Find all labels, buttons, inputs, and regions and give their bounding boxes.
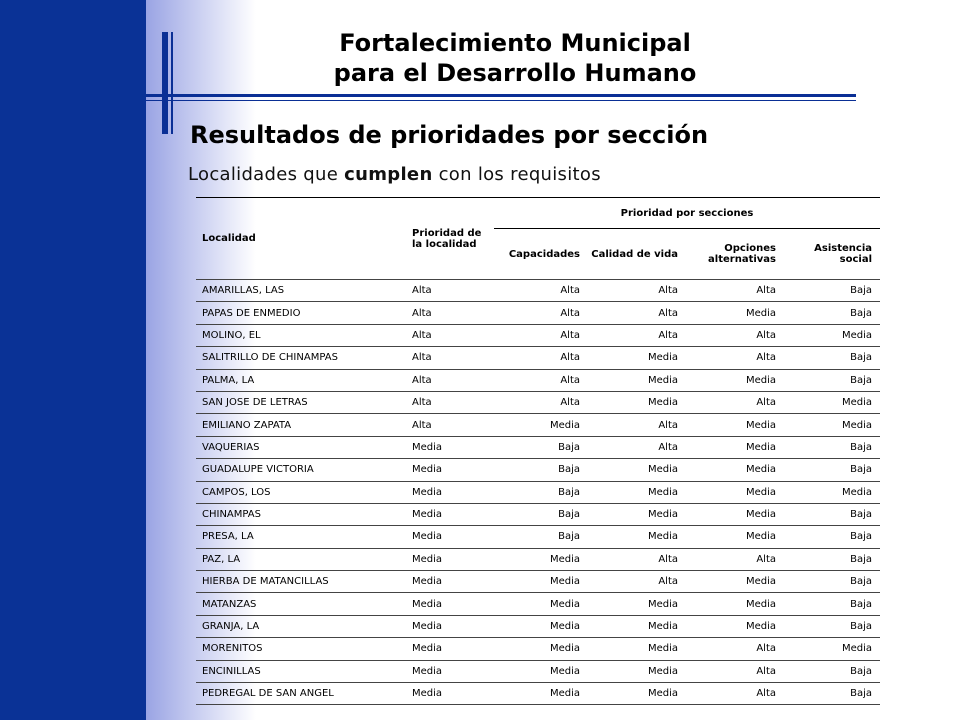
- cell-opciones-alternativas: Media: [686, 459, 784, 481]
- decor-horizontal-line-thin: [146, 100, 856, 101]
- cell-calidad-de-vida: Media: [588, 347, 686, 369]
- cell-localidad: PAZ, LA: [196, 548, 410, 570]
- cell-prioridad: Media: [410, 638, 494, 660]
- cell-localidad: MATANZAS: [196, 593, 410, 615]
- cell-calidad-de-vida: Media: [588, 615, 686, 637]
- cell-capacidades: Media: [494, 571, 588, 593]
- cell-localidad: GUADALUPE VICTORIA: [196, 459, 410, 481]
- cell-localidad: SAN JOSE DE LETRAS: [196, 391, 410, 413]
- cell-calidad-de-vida: Media: [588, 638, 686, 660]
- table-caption: [188, 164, 601, 185]
- cell-prioridad: Alta: [410, 391, 494, 413]
- cell-capacidades: Baja: [494, 459, 588, 481]
- cell-asistencia-social: Baja: [784, 660, 880, 682]
- cell-prioridad: Media: [410, 526, 494, 548]
- cell-localidad: MORENITOS: [196, 638, 410, 660]
- cell-capacidades: Media: [494, 548, 588, 570]
- cell-opciones-alternativas: Media: [686, 503, 784, 525]
- priorities-table: [196, 197, 880, 705]
- cell-calidad-de-vida: Media: [588, 503, 686, 525]
- cell-asistencia-social: Baja: [784, 459, 880, 481]
- cell-opciones-alternativas: Media: [686, 615, 784, 637]
- cell-prioridad: Alta: [410, 280, 494, 302]
- cell-prioridad: Media: [410, 571, 494, 593]
- cell-opciones-alternativas: Media: [686, 414, 784, 436]
- cell-capacidades: Media: [494, 615, 588, 637]
- section-subtitle: Resultados de prioridades por sección: [190, 121, 709, 149]
- cell-capacidades: Alta: [494, 324, 588, 346]
- table-row: [196, 615, 880, 637]
- cell-calidad-de-vida: Alta: [588, 436, 686, 458]
- table-row: [196, 459, 880, 481]
- table-row: [196, 593, 880, 615]
- cell-asistencia-social: Media: [784, 391, 880, 413]
- cell-prioridad: Alta: [410, 302, 494, 324]
- cell-calidad-de-vida: Alta: [588, 548, 686, 570]
- cell-opciones-alternativas: Alta: [686, 391, 784, 413]
- table-row: [196, 414, 880, 436]
- cell-localidad: SALITRILLO DE CHINAMPAS: [196, 347, 410, 369]
- cell-opciones-alternativas: Alta: [686, 638, 784, 660]
- cell-localidad: VAQUERIAS: [196, 436, 410, 458]
- cell-localidad: EMILIANO ZAPATA: [196, 414, 410, 436]
- cell-localidad: CAMPOS, LOS: [196, 481, 410, 503]
- table-row: [196, 481, 880, 503]
- cell-asistencia-social: Media: [784, 324, 880, 346]
- cell-prioridad: Media: [410, 615, 494, 637]
- table-row: [196, 571, 880, 593]
- cell-calidad-de-vida: Media: [588, 391, 686, 413]
- cell-prioridad: Alta: [410, 369, 494, 391]
- cell-prioridad: Media: [410, 593, 494, 615]
- table-row: [196, 347, 880, 369]
- table-row: [196, 391, 880, 413]
- cell-localidad: PEDREGAL DE SAN ANGEL: [196, 683, 410, 705]
- cell-asistencia-social: Media: [784, 638, 880, 660]
- caption-post: con los requisitos: [432, 164, 601, 185]
- table-row: [196, 526, 880, 548]
- title-line-2: para el Desarrollo Humano: [333, 59, 697, 87]
- cell-asistencia-social: Baja: [784, 503, 880, 525]
- cell-calidad-de-vida: Alta: [588, 571, 686, 593]
- cell-capacidades: Baja: [494, 436, 588, 458]
- cell-opciones-alternativas: Media: [686, 481, 784, 503]
- header-opciones-alternativas: Opciones alternativas: [708, 243, 776, 265]
- cell-asistencia-social: Baja: [784, 548, 880, 570]
- table-body: [196, 280, 880, 705]
- cell-asistencia-social: Baja: [784, 683, 880, 705]
- cell-calidad-de-vida: Media: [588, 683, 686, 705]
- cell-opciones-alternativas: Alta: [686, 683, 784, 705]
- table-row: [196, 324, 880, 346]
- cell-prioridad: Media: [410, 548, 494, 570]
- cell-calidad-de-vida: Media: [588, 660, 686, 682]
- cell-capacidades: Alta: [494, 280, 588, 302]
- cell-asistencia-social: Baja: [784, 615, 880, 637]
- header-asistencia-social: Asistencia social: [814, 243, 872, 265]
- table-row: [196, 660, 880, 682]
- header-prioridad-secciones: Prioridad por secciones: [494, 198, 880, 229]
- table-row: [196, 683, 880, 705]
- cell-localidad: CHINAMPAS: [196, 503, 410, 525]
- table-row: [196, 503, 880, 525]
- cell-asistencia-social: Baja: [784, 347, 880, 369]
- header-localidad: Localidad: [202, 233, 256, 244]
- cell-asistencia-social: Baja: [784, 436, 880, 458]
- cell-prioridad: Alta: [410, 347, 494, 369]
- header-prioridad-localidad: Prioridad de la localidad: [412, 227, 482, 250]
- cell-opciones-alternativas: Media: [686, 369, 784, 391]
- cell-localidad: PALMA, LA: [196, 369, 410, 391]
- page-title: [190, 28, 840, 88]
- left-color-band: [0, 0, 146, 720]
- cell-asistencia-social: Baja: [784, 280, 880, 302]
- cell-capacidades: Media: [494, 683, 588, 705]
- table-row: [196, 548, 880, 570]
- cell-asistencia-social: Baja: [784, 571, 880, 593]
- cell-calidad-de-vida: Media: [588, 369, 686, 391]
- cell-capacidades: Baja: [494, 481, 588, 503]
- caption-bold: cumplen: [344, 164, 433, 185]
- cell-prioridad: Alta: [410, 324, 494, 346]
- cell-opciones-alternativas: Alta: [686, 280, 784, 302]
- cell-capacidades: Baja: [494, 526, 588, 548]
- cell-capacidades: Baja: [494, 503, 588, 525]
- cell-calidad-de-vida: Alta: [588, 280, 686, 302]
- decor-vertical-bar: [162, 32, 168, 134]
- title-line-1: Fortalecimiento Municipal: [339, 29, 691, 57]
- header-capacidades: Capacidades: [508, 248, 580, 260]
- cell-asistencia-social: Media: [784, 481, 880, 503]
- cell-calidad-de-vida: Media: [588, 593, 686, 615]
- cell-capacidades: Media: [494, 638, 588, 660]
- cell-opciones-alternativas: Alta: [686, 660, 784, 682]
- cell-opciones-alternativas: Alta: [686, 548, 784, 570]
- cell-capacidades: Media: [494, 593, 588, 615]
- cell-opciones-alternativas: Alta: [686, 324, 784, 346]
- decor-vertical-bar-thin: [171, 32, 173, 134]
- cell-prioridad: Alta: [410, 414, 494, 436]
- cell-calidad-de-vida: Alta: [588, 324, 686, 346]
- cell-asistencia-social: Media: [784, 414, 880, 436]
- cell-opciones-alternativas: Media: [686, 571, 784, 593]
- cell-calidad-de-vida: Media: [588, 459, 686, 481]
- cell-asistencia-social: Baja: [784, 526, 880, 548]
- cell-prioridad: Media: [410, 503, 494, 525]
- cell-localidad: PAPAS DE ENMEDIO: [196, 302, 410, 324]
- cell-prioridad: Media: [410, 683, 494, 705]
- cell-capacidades: Media: [494, 414, 588, 436]
- cell-localidad: AMARILLAS, LAS: [196, 280, 410, 302]
- cell-capacidades: Alta: [494, 391, 588, 413]
- cell-asistencia-social: Baja: [784, 302, 880, 324]
- table-row: [196, 436, 880, 458]
- table-row: [196, 369, 880, 391]
- cell-opciones-alternativas: Media: [686, 436, 784, 458]
- cell-asistencia-social: Baja: [784, 369, 880, 391]
- cell-localidad: PRESA, LA: [196, 526, 410, 548]
- cell-prioridad: Media: [410, 660, 494, 682]
- table-row: [196, 302, 880, 324]
- cell-opciones-alternativas: Alta: [686, 347, 784, 369]
- table-row: [196, 280, 880, 302]
- cell-opciones-alternativas: Media: [686, 593, 784, 615]
- table-row: [196, 638, 880, 660]
- decor-horizontal-line: [146, 94, 856, 97]
- cell-capacidades: Alta: [494, 347, 588, 369]
- cell-localidad: MOLINO, EL: [196, 324, 410, 346]
- cell-opciones-alternativas: Media: [686, 526, 784, 548]
- cell-calidad-de-vida: Alta: [588, 302, 686, 324]
- cell-capacidades: Alta: [494, 302, 588, 324]
- cell-localidad: HIERBA DE MATANCILLAS: [196, 571, 410, 593]
- header-calidad-de-vida: Calidad de vida: [591, 248, 678, 260]
- cell-calidad-de-vida: Alta: [588, 414, 686, 436]
- caption-pre: Localidades que: [188, 164, 345, 185]
- cell-opciones-alternativas: Media: [686, 302, 784, 324]
- cell-calidad-de-vida: Media: [588, 481, 686, 503]
- cell-asistencia-social: Baja: [784, 593, 880, 615]
- cell-prioridad: Media: [410, 459, 494, 481]
- cell-prioridad: Media: [410, 481, 494, 503]
- cell-prioridad: Media: [410, 436, 494, 458]
- cell-capacidades: Media: [494, 660, 588, 682]
- cell-capacidades: Alta: [494, 369, 588, 391]
- cell-calidad-de-vida: Media: [588, 526, 686, 548]
- cell-localidad: GRANJA, LA: [196, 615, 410, 637]
- cell-localidad: ENCINILLAS: [196, 660, 410, 682]
